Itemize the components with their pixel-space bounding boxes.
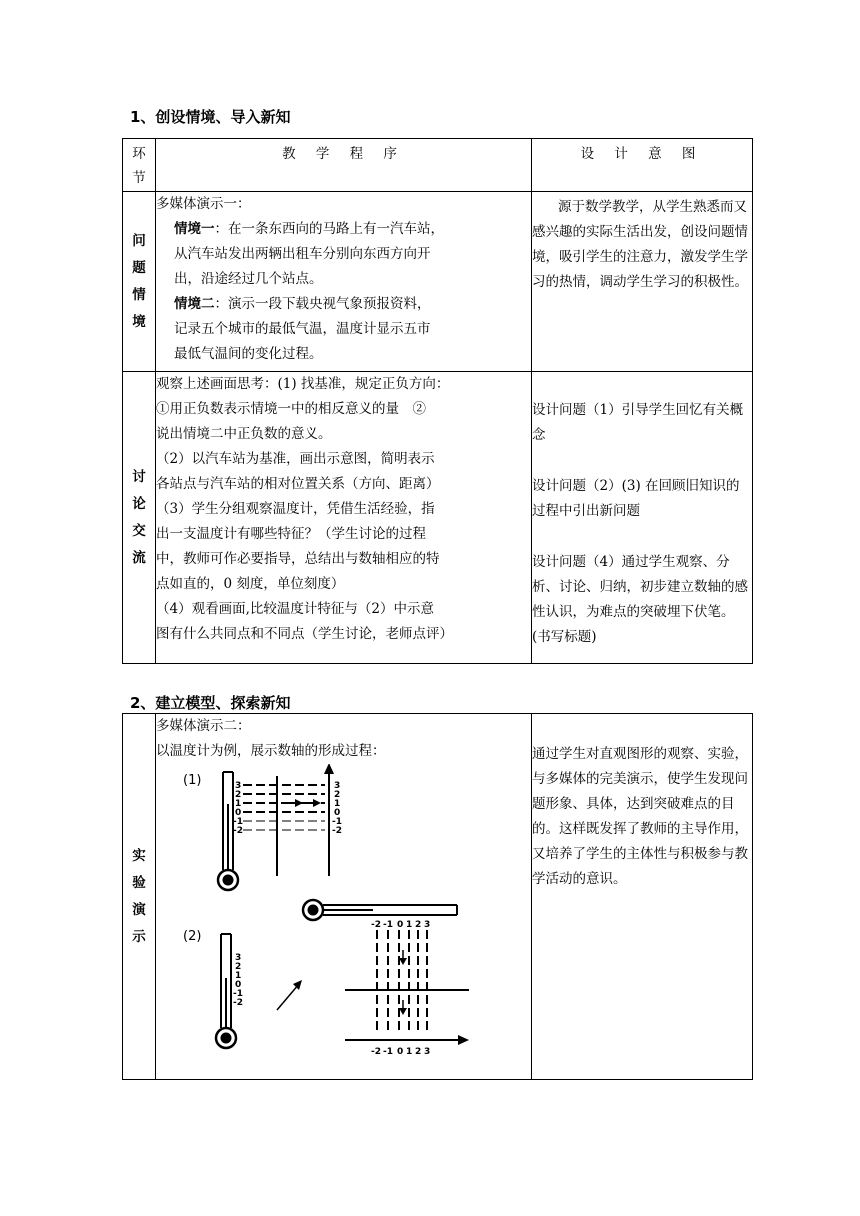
axis-label: -2 xyxy=(371,1047,381,1057)
stage-char: 题 xyxy=(132,259,146,276)
discussion-line: 中，教师可作必要指导，总结出与数轴相应的特 xyxy=(156,551,440,567)
tick-label: 0 xyxy=(235,808,242,818)
intent-problem xyxy=(532,192,753,372)
demo1-title: 多媒体演示一： xyxy=(156,196,251,212)
tick-label: -2 xyxy=(233,998,243,1008)
thermometer-1-ticks xyxy=(233,781,243,836)
dashed-guide-lines-2 xyxy=(377,930,427,1034)
tick-label: -1 xyxy=(233,817,243,827)
axis-label: 2 xyxy=(415,920,422,930)
axis-label: 2 xyxy=(415,1047,422,1057)
stage-char: 境 xyxy=(132,313,146,330)
intent-discussion-3: 设计问题（4）通过学生观察、分析、讨论、归纳，初步建立数轴的感性认识，为难点的突破埋下伏笔。(书写标题) xyxy=(532,554,748,645)
axis-lines-1 xyxy=(277,764,334,876)
tick-label: 0 xyxy=(334,808,341,818)
fig1-label: (1) xyxy=(183,773,202,788)
discussion-line: 各站点与汽车站的相对位置关系（方向、距离） xyxy=(156,476,440,492)
thermometer-2-ticks xyxy=(233,953,243,1008)
axis-label: 1 xyxy=(406,920,413,930)
tick-label: -1 xyxy=(332,817,342,827)
axis-label: 1 xyxy=(406,1047,413,1057)
stage-char: 交 xyxy=(132,522,146,539)
stage-char: 问 xyxy=(132,232,146,249)
stage-char: 实 xyxy=(132,847,146,864)
procedure-experiment xyxy=(156,714,532,1080)
axis-label: -2 xyxy=(371,920,381,930)
section1-heading: 1、创设情境、导入新知 xyxy=(130,108,291,126)
scenario1-text: ：在一条东西向的马路上有一汽车站， xyxy=(214,221,444,237)
scenario1-line2: 从汽车站发出两辆出租车分别向东西方向开 xyxy=(174,246,431,262)
number-line-figure xyxy=(147,764,517,1074)
intent-discussion-2: 设计问题（2）(3) 在回顾旧知识的过程中引出新问题 xyxy=(532,478,740,519)
scenario2-text: ：演示一段下载央视气象预报资料， xyxy=(214,296,431,312)
tick-label: 2 xyxy=(235,790,242,800)
tick-label: 1 xyxy=(235,799,242,809)
lesson-table-2 xyxy=(122,713,753,1080)
scenario1-label: 情境一 xyxy=(174,221,215,237)
scenario1-line xyxy=(156,217,531,242)
intent-experiment xyxy=(532,714,753,1080)
tick-label: 3 xyxy=(235,953,242,963)
section2-heading: 2、建立模型、探索新知 xyxy=(130,694,291,712)
discussion-line: 图有什么共同点和不同点（学生讨论，老师点评） xyxy=(156,626,453,642)
axis-label: -1 xyxy=(383,920,393,930)
demo2-title: 多媒体演示二： xyxy=(156,718,251,734)
tick-label: 0 xyxy=(235,980,242,990)
lesson-table-1 xyxy=(122,138,753,664)
header-stage-label: 环节 xyxy=(132,146,146,186)
tick-label: 3 xyxy=(235,781,242,791)
tick-label: -2 xyxy=(233,826,243,836)
stage-char: 情 xyxy=(132,286,146,303)
header-procedure: 教 学 程 序 xyxy=(156,139,532,192)
tick-label: 2 xyxy=(235,962,242,972)
discussion-line: （2）以汽车站为基准，画出示意图，简明表示 xyxy=(156,451,435,467)
discussion-line: 出一支温度计有哪些特征？（学生讨论的过程 xyxy=(156,526,426,542)
table-row-discussion xyxy=(123,372,753,664)
procedure-problem xyxy=(156,192,532,372)
stage-char: 示 xyxy=(132,928,146,945)
scenario2-line3: 最低气温间的变化过程。 xyxy=(174,346,323,362)
tick-label: 2 xyxy=(334,790,341,800)
tick-label: 1 xyxy=(334,799,341,809)
intent-discussion-1: 设计问题（1）引导学生回忆有关概念 xyxy=(532,402,744,443)
axis-label: 3 xyxy=(424,1047,431,1057)
stage-discussion xyxy=(123,372,156,664)
axis-2-labels xyxy=(371,1047,430,1057)
axis-label: -1 xyxy=(383,1047,393,1057)
stage-problem xyxy=(123,192,156,372)
horizontal-thermometer xyxy=(303,900,457,920)
tick-label: -1 xyxy=(233,989,243,999)
intent-discussion xyxy=(532,372,753,664)
tick-label: -2 xyxy=(332,826,342,836)
axis-label: 0 xyxy=(397,1047,404,1057)
scenario2-line xyxy=(156,292,531,317)
discussion-line: 点如直的，0 刻度，单位刻度） xyxy=(156,576,345,592)
fig2-label: (2) xyxy=(183,929,202,944)
tick-label: 3 xyxy=(334,781,341,791)
scenario2-line2: 记录五个城市的最低气温，温度计显示五市 xyxy=(174,321,431,337)
figure-area xyxy=(156,764,531,1074)
scenario2-label: 情境二 xyxy=(174,296,215,312)
header-stage xyxy=(123,139,156,192)
demo2-desc: 以温度计为例，展示数轴的形成过程： xyxy=(156,743,386,759)
table-row-problem xyxy=(123,192,753,372)
axis-label: 0 xyxy=(397,920,404,930)
dashed-guide-lines-1 xyxy=(243,785,325,830)
intent-problem-text: 源于数学教学，从学生熟悉而又感兴趣的实际生活出发，创设问题情境，吸引学生的注意力，激发学生学习的热情，调动学生学习的积极性。 xyxy=(532,199,748,290)
header-intent: 设 计 意 图 xyxy=(532,139,753,192)
scenario1-line3: 出，沿途经过几个站点。 xyxy=(174,271,323,287)
discussion-line: 观察上述画面思考：(1) 找基准，规定正负方向： xyxy=(156,376,450,392)
stage-char: 演 xyxy=(132,901,146,918)
stage-char: 论 xyxy=(132,495,146,512)
intent-experiment-text: 通过学生对直观图形的观察、实验，与多媒体的完美演示，使学生发现问题形象、具体，达到突破难点的目的。这样既发挥了教师的主导作用，又培养了学生的主体性与积极参与教学活动的意识。 xyxy=(532,746,748,887)
discussion-line: 说出情境二中正负数的意义。 xyxy=(156,426,332,442)
rotation-arrow xyxy=(277,980,302,1010)
stage-char: 讨 xyxy=(132,468,146,485)
axis-label: 3 xyxy=(424,920,431,930)
stage-char: 流 xyxy=(132,549,146,566)
table-header-row xyxy=(123,139,753,192)
procedure-discussion xyxy=(156,372,532,664)
discussion-line: ①用正负数表示情境一中的相反意义的量 ② xyxy=(156,401,426,417)
axis-lines-2 xyxy=(345,950,469,1045)
horizontal-thermometer-labels xyxy=(371,920,430,930)
table-row-experiment xyxy=(123,714,753,1080)
discussion-line: （3）学生分组观察温度计，凭借生活经验，指 xyxy=(156,501,435,517)
axis-1-ticks xyxy=(332,781,342,836)
tick-label: 1 xyxy=(235,971,242,981)
stage-char: 验 xyxy=(132,874,146,891)
discussion-line: （4）观看画面,比较温度计特征与（2）中示意 xyxy=(156,601,434,617)
